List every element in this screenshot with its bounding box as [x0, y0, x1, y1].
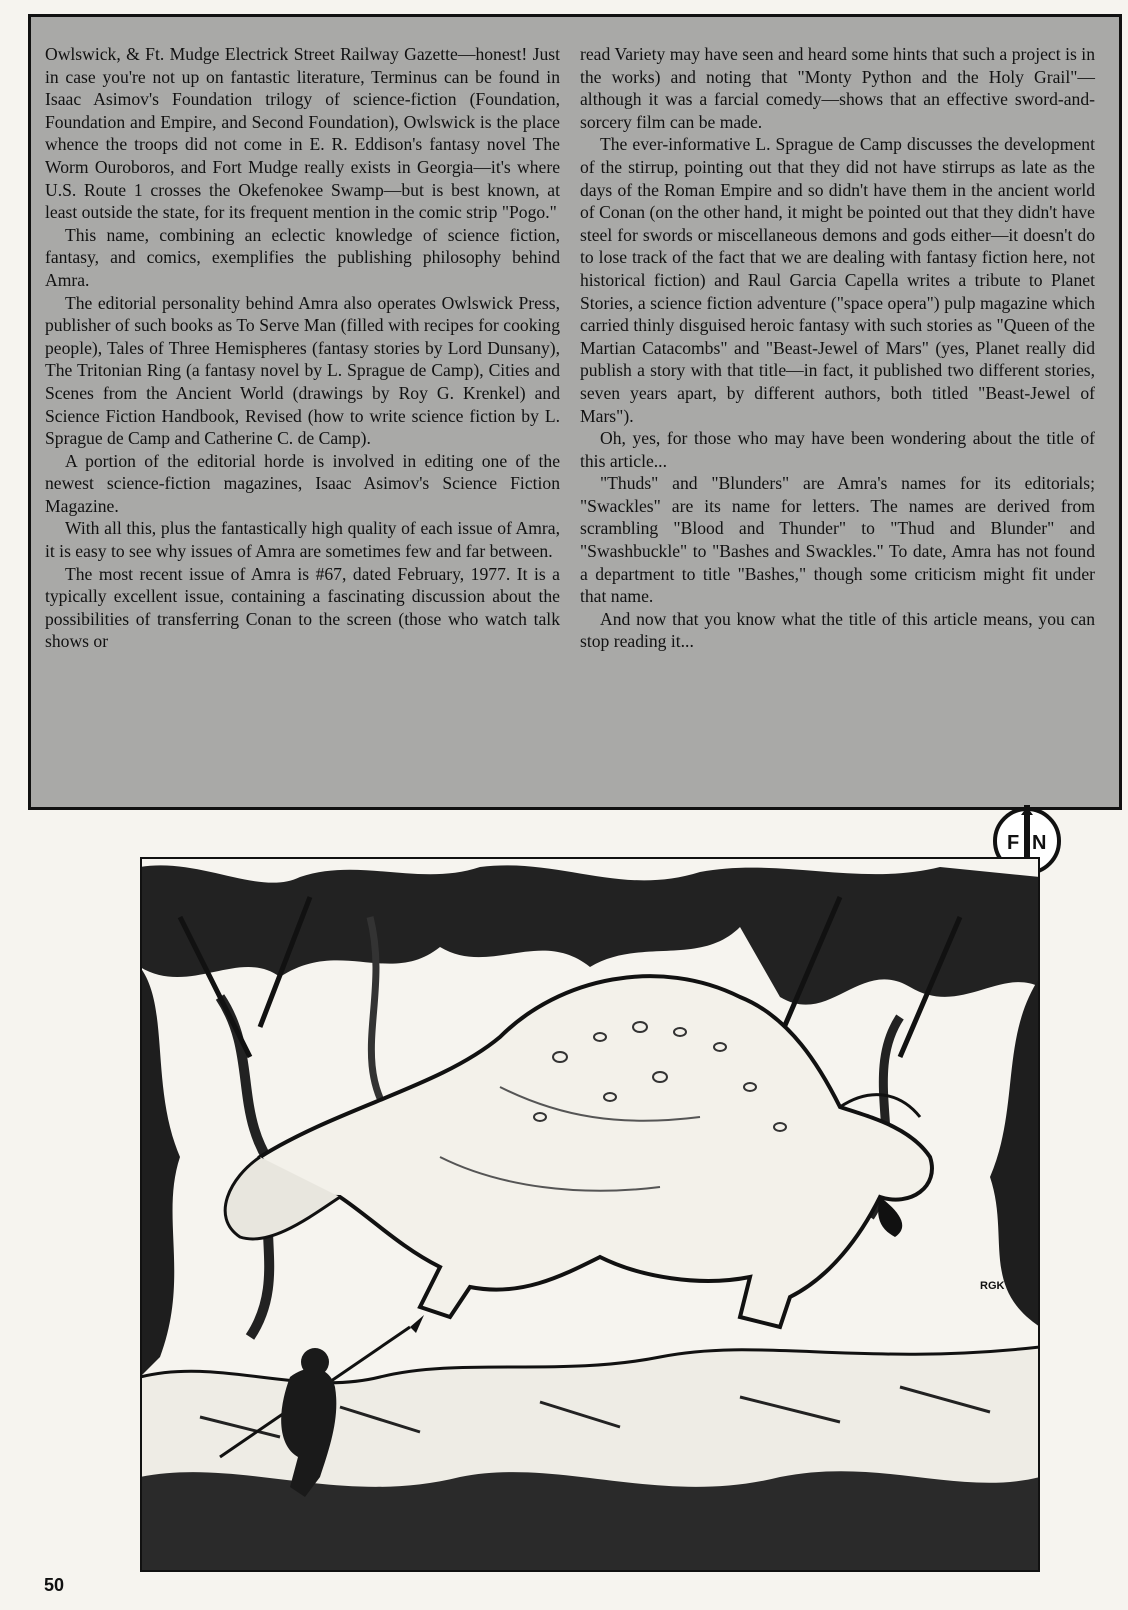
paragraph: The ever-informative L. Sprague de Camp discusses the development of the stirrup, pointing out that they did not have stirrups as late as the days of the Roman Empire and so didn't have them in the ancient world of Conan (on the other hand, it might be pointed out that they didn't have steel for swords or miscellaneous demons and gods either—it doesn't do to lose track of the fact that we are dealing with fantasy fiction here, not historical fiction) and Raul Garcia Capella writes a tribute to Planet Stories, a science fiction adventure ("space opera") pulp magazine which carried thinly disguised heroic fantasy with such stories as "Queen of the Martian Catacombs" and "Beast-Jewel of Mars" (yes, Planet really did publish a story with that title—in fact, it published two different stories, seven years apart, by different authors, both titled "Beast-Jewel of Mars").: [580, 134, 1095, 426]
paragraph: The most recent issue of Amra is #67, dated February, 1977. It is a typically excellent issue, containing a fascinating discussion about the possibilities of transferring Conan to the screen (those who watch talk shows or: [45, 563, 560, 652]
article-text-box: [28, 14, 1122, 810]
paragraph: A portion of the editorial horde is involved in editing one of the newest science-fiction magazines, Isaac Asimov's Science Fiction Magazine.: [45, 450, 560, 516]
svg-text:N: N: [1032, 832, 1047, 854]
page-number: 50: [44, 1575, 65, 1595]
paragraph: read Variety may have seen and heard some hints that such a project is in the works) and noting that "Monty Python and the Holy Grail"—although it was a farcial comedy—shows that an effective sword-and-sorcery film can be made.: [580, 44, 1095, 132]
dinosaur-illustration: [140, 857, 1040, 1572]
paragraph: And now that you know what the title of this article means, you can stop reading it...: [580, 608, 1095, 652]
paragraph: Owlswick, & Ft. Mudge Electrick Street Railway Gazette—honest! Just in case you're not up on fantastic literature, Terminus can be found in Isaac Asimov's Foundation trilogy of science-fiction (Foundation, Foundation and Empire, and Second Foundation), Owlswick is the place whence the troops did not come in E. R. Eddison's fantasy novel The Worm Ouroboros, and Fort Mudge really exists in Georgia—it's where U.S. Route 1 crosses the Okefenokee Swamp—but is best known, at least outside the state, for its frequent mention in the comic strip "Pogo.": [45, 44, 560, 223]
artist-signature: RGK: [980, 1280, 1005, 1292]
svg-text:F: F: [1007, 832, 1020, 854]
paragraph: "Thuds" and "Blunders" are Amra's names for its editorials; "Swackles" are its name for letters. The names are derived from scrambling "Blood and Thunder" to "Thud and Blunder" and "Swashbuckle" to "Bashes and Swackles." To date, Amra has not found a department to title "Bashes," though some criticism might fit under that name.: [580, 473, 1095, 607]
paragraph: Oh, yes, for those who may have been wondering about the title of this article...: [580, 428, 1095, 471]
paragraph: With all this, plus the fantastically high quality of each issue of Amra, it is easy to see why issues of Amra are sometimes few and far between.: [45, 518, 560, 562]
paragraph: The editorial personality behind Amra also operates Owlswick Press, publisher of such books as To Serve Man (filled with recipes for cooking people), Tales of Three Hemispheres (fantasy stories by Lord Dunsany), The Tritonian Ring (a fantasy novel by L. Sprague de Camp), Cities and Scenes from the Ancient World (drawings by Roy G. Krenkel) and Science Fiction Handbook, Revised (how to write science fiction by L. Sprague de Camp and Catherine C. de Camp).: [45, 292, 560, 449]
right-column: [580, 43, 1095, 795]
paragraph: This name, combining an eclectic knowledge of science fiction, fantasy, and comics, exemplifies the publishing philosophy behind Amra.: [45, 224, 560, 290]
left-column: [45, 43, 560, 795]
